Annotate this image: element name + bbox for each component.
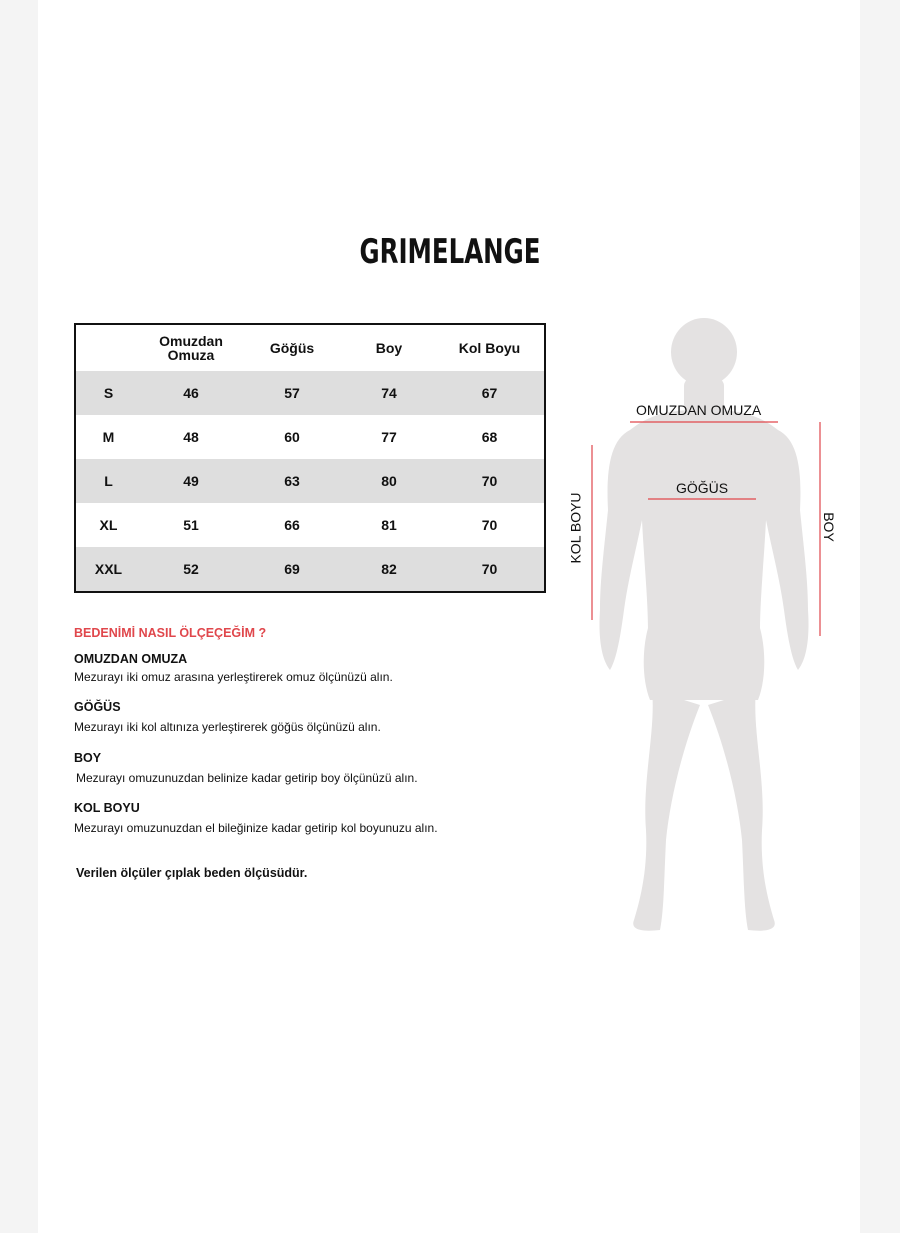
header-boy: Boy	[375, 340, 403, 356]
label-length: BOY	[820, 512, 837, 542]
gogus-cell: 60	[284, 429, 300, 445]
header-size	[75, 324, 141, 371]
kol-cell: 70	[481, 517, 498, 533]
header-gogus: Göğüs	[269, 340, 315, 356]
gogus-cell: 63	[241, 459, 343, 503]
size-cell: M	[102, 429, 115, 445]
label-shoulder: OMUZDAN OMUZA	[636, 402, 762, 418]
howto-text-length: Mezurayı omuzunuzdan belinize kadar getirip boy ölçünüzü alın.	[76, 771, 418, 785]
kol-cell: 70	[435, 547, 545, 592]
boy-cell: 82	[343, 547, 435, 592]
boy-cell: 80	[343, 459, 435, 503]
howto-text-arm: Mezurayı omuzunuzdan el bileğinize kadar getirip kol boyunuzu alın.	[74, 821, 438, 835]
kol-cell: 68	[481, 429, 498, 445]
label-arm: KOL BOYU	[567, 492, 584, 564]
table-row	[75, 459, 545, 503]
size-cell: S	[75, 371, 141, 415]
table-row	[75, 503, 545, 547]
omuz-cell: 46	[141, 371, 241, 415]
howto-text-shoulder: Mezurayı iki omuz arasına yerleştirerek omuz ölçünüzü alın.	[74, 670, 393, 684]
header-omuz-line1: Omuzdan	[159, 333, 223, 349]
label-chest: GÖĞÜS	[676, 480, 729, 496]
kol-cell: 70	[435, 459, 545, 503]
gogus-cell: 66	[284, 517, 300, 533]
howto-title: BEDENİMİ NASIL ÖLÇEÇEĞİM ?	[74, 626, 267, 640]
howto-heading-arm: KOL BOYU	[74, 801, 140, 815]
howto-heading-length: BOY	[74, 751, 102, 765]
brand-logo: GRIMELANGE	[359, 232, 541, 272]
boy-cell: 77	[381, 429, 397, 445]
table-row	[75, 415, 545, 459]
omuz-cell: 51	[183, 517, 199, 533]
size-cell: L	[75, 459, 141, 503]
gogus-cell: 69	[241, 547, 343, 592]
kol-cell: 67	[435, 371, 545, 415]
table-header-row	[75, 324, 545, 371]
omuz-cell: 52	[141, 547, 241, 592]
omuz-cell: 49	[141, 459, 241, 503]
measurement-note: Verilen ölçüler çıplak beden ölçüsüdür.	[76, 866, 308, 880]
howto-heading-chest: GÖĞÜS	[74, 700, 121, 714]
howto-heading-shoulder: OMUZDAN OMUZA	[74, 652, 188, 666]
boy-cell: 81	[381, 517, 397, 533]
omuz-cell: 48	[183, 429, 199, 445]
table-row	[75, 371, 545, 415]
size-cell: XL	[99, 517, 118, 533]
table-row	[75, 547, 545, 592]
header-omuz-line2: Omuza	[167, 347, 215, 363]
size-cell: XXL	[75, 547, 141, 592]
boy-cell: 74	[343, 371, 435, 415]
header-omuzdan-omuza	[141, 324, 241, 371]
gogus-cell: 57	[241, 371, 343, 415]
size-table	[74, 323, 546, 593]
howto-text-chest: Mezurayı iki kol altınıza yerleştirerek göğüs ölçünüzü alın.	[74, 720, 381, 734]
header-kol-boyu: Kol Boyu	[458, 340, 521, 356]
